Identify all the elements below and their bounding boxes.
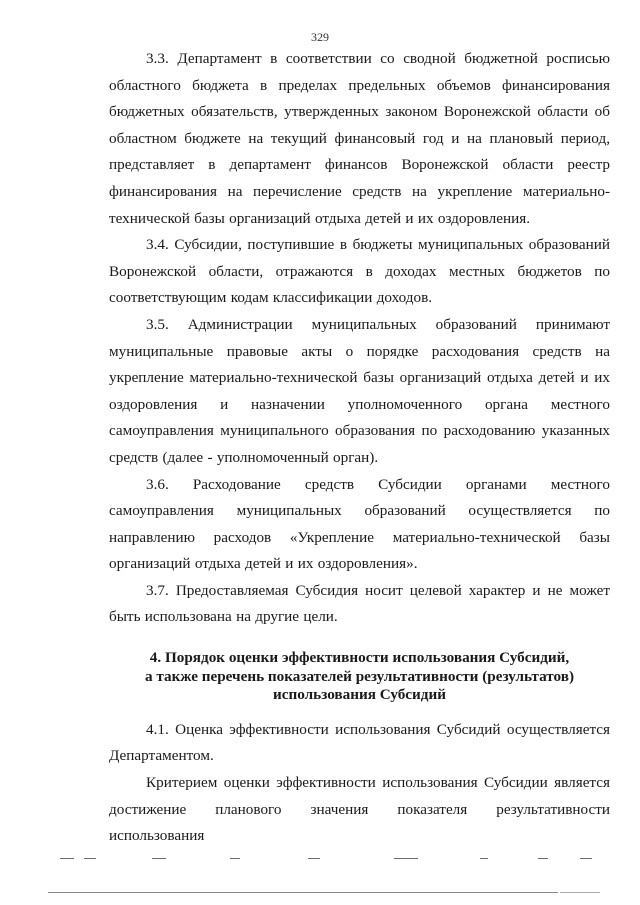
section-4-heading-line-2: а также перечень показателей результативности (результатов) <box>145 667 574 685</box>
paragraph-3-4: 3.4. Субсидии, поступившие в бюджеты муниципальных образований Воронежской области, отражаются в доходах местных бюджетов по соответствующим кодам классификации доходов. <box>109 236 610 307</box>
document-body <box>109 46 610 850</box>
paragraph-3-5: 3.5. Администрации муниципальных образований принимают муниципальные правовые акты о порядке расходования средств на укрепление материально-технической базы организаций отдыха детей и их оздоровления и назначении уполномоченного органа местного самоуправления муниципального образования по расходованию указанных средств (далее - уполномоченный орган). <box>109 315 610 466</box>
section-4-heading-line-1: 4. Порядок оценки эффективности использования Субсидий, <box>149 649 570 667</box>
paragraph-3-7: 3.7. Предоставляемая Субсидия носит целевой характер и не может быть использована на другие цели. <box>109 581 610 626</box>
section-4-heading <box>109 649 610 705</box>
paragraph-3-3: 3.3. Департамент в соответствии со сводной бюджетной росписью областного бюджета в пределах предельных объемов финансирования бюджетных обязательств, утвержденных законом Воронежской области об областном бюджете на текущий финансовый год и на плановый период, представляет в департамент финансов Воронежской области реестр финансирования на перечисление средств на укрепление материально-технической базы организаций отдыха детей и их оздоровления. <box>109 50 610 227</box>
scan-bottom-line-segment <box>560 892 600 893</box>
paragraph-criterion: Критерием оценки эффективности использования Субсидии является достижение планового значения показателя результативности использования <box>109 774 610 845</box>
section-4-heading-line-3: использования Субсидий <box>273 686 446 704</box>
paragraph-4-1: 4.1. Оценка эффективности использования Субсидий осуществляется Департаментом. <box>109 720 610 765</box>
scan-bottom-line <box>48 892 558 893</box>
page-number: 329 <box>311 30 329 44</box>
paragraph-3-6: 3.6. Расходование средств Субсидии органами местного самоуправления муниципальных образований осуществляется по направлению расходов «Укрепление материально-технической базы организаций отдыха детей и их оздоровления». <box>109 475 610 573</box>
scan-artifact-dashes <box>40 858 600 860</box>
